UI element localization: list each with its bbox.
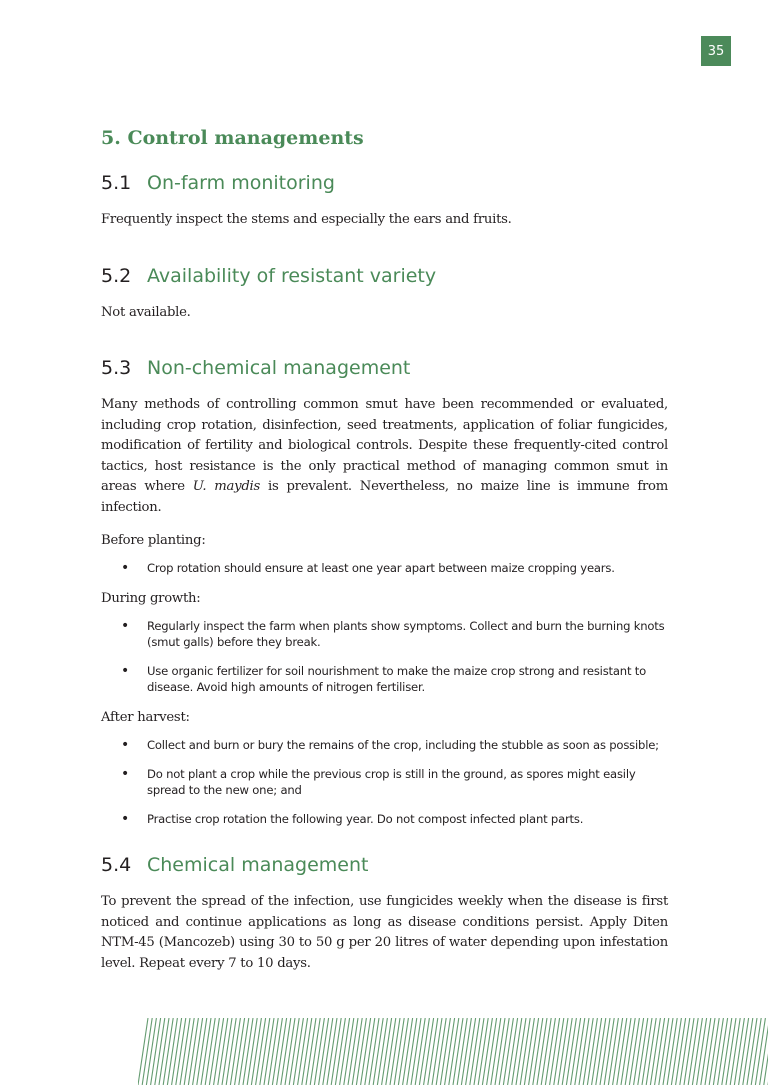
- list-item: • Collect and burn or bury the remains of the crop, including the stubble as soon as possible;: [101, 737, 668, 753]
- section-title: Availability of resistant variety: [147, 264, 437, 287]
- section-heading-5-2: [101, 263, 668, 289]
- list-item: • Practise crop rotation the following year. Do not compost infected plant parts.: [101, 811, 668, 827]
- section-heading-5-1: [101, 170, 668, 196]
- section-number: 5.4: [101, 854, 132, 876]
- intro-text-a: Many methods of controlling common smut have been recommended or evaluated, including crop rotation, disinfection, seed treatments, application of foliar fungicides, modification of fertility and biological controls. Despite these frequently-cited control tactics, host resistance is the only practical method of managing common smut in areas where: [101, 397, 668, 494]
- list-item: • Use organic fertilizer for soil nourishment to make the maize crop strong and resistant to disease. Avoid high amounts of nitrogen fertiliser.: [101, 663, 668, 695]
- before-planting-label: Before planting:: [101, 533, 206, 548]
- section-5-3-intro: [101, 395, 668, 518]
- chapter-heading: 5. Control managements: [101, 127, 364, 149]
- species-name: U. maydis: [192, 479, 261, 494]
- list-item: • Regularly inspect the farm when plants show symptoms. Collect and burn the burning knots (smut galls) before they break.: [101, 618, 668, 650]
- list-item: • Crop rotation should ensure at least one year apart between maize cropping years.: [101, 560, 668, 576]
- section-number: 5.3: [101, 357, 132, 379]
- section-title: On-farm monitoring: [147, 172, 335, 194]
- intro-text-b: is prevalent. Nevertheless, no maize line is immune from infection.: [101, 479, 668, 515]
- after-harvest-list: [101, 737, 668, 827]
- decorative-stripes: [138, 1018, 768, 1085]
- page-number-badge: 35: [701, 36, 731, 66]
- section-5-2-text: Not available.: [101, 304, 191, 320]
- section-5-1-text: Frequently inspect the stems and especially the ears and fruits.: [101, 212, 512, 227]
- during-growth-label: During growth:: [101, 591, 201, 606]
- before-planting-list: [101, 560, 668, 576]
- section-title: Non-chemical management: [147, 357, 411, 379]
- page-content: [101, 124, 668, 974]
- section-5-4-text: To prevent the spread of the infection, use fungicides weekly when the disease is first noticed and continue applications as long as disease conditions persist. Apply Diten NTM-45 (Mancozeb) using 30 to 50 g per 20 litres of water depending upon infestation level. Repeat every 7 to 10 days.: [101, 894, 668, 971]
- during-growth-list: [101, 618, 668, 695]
- section-number: 5.1: [101, 172, 132, 194]
- section-heading-5-3: [101, 355, 668, 381]
- section-heading-5-4: [101, 852, 668, 878]
- after-harvest-label: After harvest:: [101, 710, 190, 725]
- list-item: • Do not plant a crop while the previous crop is still in the ground, as spores might easily spread to the new one; and: [101, 766, 668, 798]
- section-title: Chemical management: [147, 854, 369, 876]
- section-number: 5.2: [101, 264, 132, 287]
